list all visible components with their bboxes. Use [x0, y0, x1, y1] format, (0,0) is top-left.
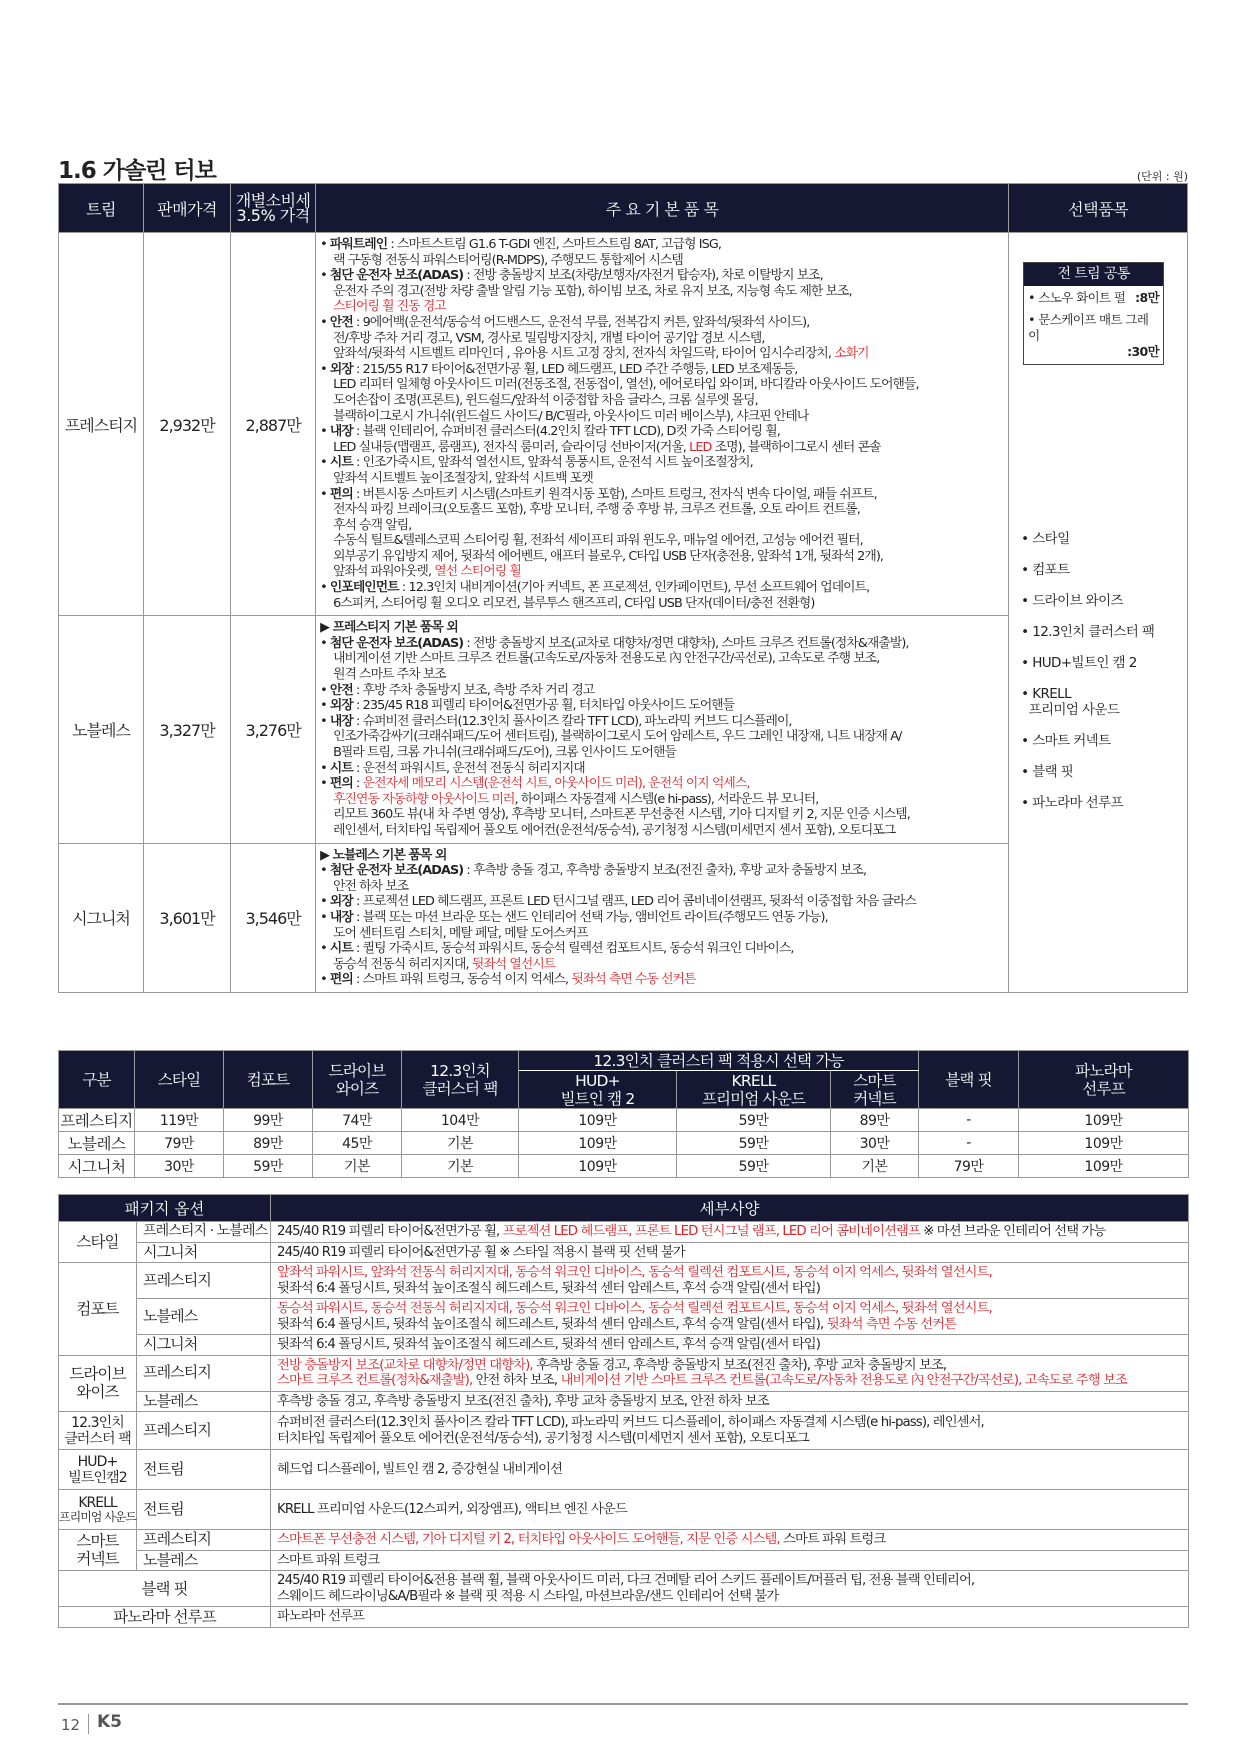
spec-line: 앞좌석 파워아웃렛, 열선 스티어링 휠 [333, 564, 521, 580]
price-header-black-fit: 블랙 핏 [919, 1051, 1019, 1109]
trim-table [58, 183, 1188, 993]
package-detail: 뒷좌석 6:4 폴딩시트, 뒷좌석 높이조절식 헤드레스트, 뒷좌석 센터 암레스트, 후석 승객 알림(센서 타입) [271, 1335, 1189, 1356]
table-cell: 59만 [677, 1155, 831, 1178]
unit-note: (단위 : 원) [1136, 170, 1188, 183]
package-krell: KRELL 프리미엄 사운드 [59, 1490, 137, 1530]
options-cell [1009, 233, 1188, 993]
table-cell: 59만 [224, 1155, 313, 1178]
brand-label: K5 [97, 1712, 123, 1732]
spec-line: B필라 트림, 크롬 가니쉬(크래쉬패드/도어), 크롬 인사이드 도어핸들 [333, 745, 676, 760]
option-item: • 파노라마 선루프 [1021, 795, 1123, 811]
spec-line: 원격 스마트 주차 보조 [333, 667, 446, 683]
spec-line: • 내장 : 블랙 또는 마션 브라운 또는 샌드 인테리어 선택 가능, 앰비언트 라이트(주행모드 연동 가능), [320, 909, 828, 925]
option-item: • HUD+빌트인 캠 2 [1021, 655, 1137, 671]
spec-line: 도어 센터트림 스티치, 메탈 페달, 메탈 도어스커프 [333, 925, 588, 941]
spec-line: 외부공기 유입방지 제어, 뒷좌석 에어벤트, 애프터 블로우, C타입 USB 단자(충전용, 앞좌석 1개, 뒷좌석 2개), [333, 548, 884, 564]
spec-line: • 첨단 운전자 보조(ADAS) : 전방 충돌방지 보조(차량/보행자/자전거 탑승자), 차로 이탈방지 보조, [320, 268, 823, 284]
table-cell: 99만 [224, 1109, 313, 1132]
spec-line: • 외장 : 215/55 R17 타이어&전면가공 휠, LED 헤드램프, LED 주간 주행등, LED 보조제동등, [320, 361, 798, 377]
package-detail: 후측방 충돌 경고, 후측방 충돌방지 보조(전진 출차), 후방 교차 충돌방지 보조, 안전 하차 보조 [271, 1391, 1189, 1412]
package-sub: 노블레스 [137, 1550, 271, 1571]
price-table-body [59, 1109, 1189, 1178]
common-options-title: 전 트림 공통 [1024, 263, 1163, 286]
package-detail: 245/40 R19 피렐리 타이어&전면가공 휠, 프로젝션 LED 헤드램프, 프론트 LED 턴시그널 램프, LED 리어 콤비네이션램프 ※ 마션 브라운 인테리어 선택 가능 [271, 1222, 1189, 1243]
page-title: 1.6 가솔린 터보 [58, 158, 216, 184]
trim-name: 시그니처 [59, 843, 144, 992]
package-drive-wise: 드라이브 와이즈 [59, 1355, 137, 1412]
package-table [58, 1194, 1189, 1628]
price-header-panorama: 파노라마 선루프 [1019, 1051, 1189, 1109]
table-row [59, 1155, 1189, 1178]
spec-line: • 안전 : 9에어백(운전석/동승석 어드밴스드, 운전석 무릎, 전복감지 커튼, 앞좌석/뒷좌석 사이드), [320, 314, 810, 330]
option-item: • 블랙 핏 [1021, 764, 1074, 780]
package-detail: 파노라마 선루프 [271, 1607, 1189, 1628]
header-trim: 트림 [59, 184, 144, 233]
price-header-group: 구분 [59, 1051, 135, 1109]
spec-line: 운전자 주의 경고(전방 차량 출발 알림 기능 포함), 하이빔 보조, 차로 유지 보조, 지능형 속도 제한 보조, [333, 283, 852, 299]
spec-line: • 안전 : 후방 주차 충돌방지 보조, 측방 주차 거리 경고 [320, 682, 595, 698]
option-price-table [58, 1050, 1189, 1178]
spec-line: 스티어링 휠 진동 경고 [333, 299, 446, 315]
package-hud: HUD+ 빌트인캠2 [59, 1450, 137, 1490]
table-cell: 79만 [919, 1155, 1019, 1178]
price-header-hud: HUD+ 빌트인 캠 2 [519, 1071, 677, 1109]
price-header-smart-connect: 스마트 커넥트 [831, 1071, 919, 1109]
package-sub: 프레스티지 [137, 1412, 271, 1450]
spec-line: ▶ 노블레스 기본 품목 외 [320, 847, 447, 863]
spec-line: • 시트 : 퀼팅 가죽시트, 동승석 파워시트, 동승석 릴렉션 컴포트시트, 동승석 워크인 디바이스, [320, 941, 794, 957]
package-panorama: 파노라마 선루프 [59, 1607, 271, 1628]
package-smart-connect: 스마트 커넥트 [59, 1530, 137, 1571]
package-detail: 스마트 파워 트렁크 [271, 1550, 1189, 1571]
table-cell: - [919, 1109, 1019, 1132]
table-cell: 기본 [831, 1155, 919, 1178]
row-header: 노블레스 [59, 1132, 135, 1155]
footer-separator [88, 1714, 89, 1734]
package-comfort: 컴포트 [59, 1263, 137, 1356]
package-detail: 전방 충돌방지 보조(교차로 대향차/정면 대향차), 후측방 충돌 경고, 후측방 충돌방지 보조(전진 출차), 후방 교차 충돌방지 보조, 스마트 크루즈 컨트롤(정차&재출발), 안전 하차 보조, 내비게이션 기반 스마트 크루즈 컨트롤(고속도로/자동차 전용도로 內 안전구간/곡선로), 고속도로 주행 보조 [271, 1355, 1189, 1391]
package-sub: 프레스티지 [137, 1263, 271, 1299]
package-style: 스타일 [59, 1222, 137, 1263]
spec-line: • 인포테인먼트 : 12.3인치 내비게이션(기아 커넥트, 폰 프로젝션, 인카페이먼트), 무선 소프트웨어 업데이트, [320, 580, 870, 596]
page-number: 12 [61, 1716, 81, 1734]
spec-line: • 첨단 운전자 보조(ADAS) : 전방 충돌방지 보조(교차로 대향차/정면 대향차), 스마트 크루즈 컨트롤(정차&재출발), [320, 635, 909, 651]
price-header-drive-wise: 드라이브 와이즈 [313, 1051, 402, 1109]
table-cell: 109만 [1019, 1155, 1189, 1178]
spec-line: 블랙하이그로시 가니쉬(윈드쉴드 사이드/ B/C필라, 아웃사이드 미러 베이스부), 샤크핀 안테나 [333, 408, 809, 424]
table-cell: 79만 [135, 1132, 224, 1155]
header-price: 판매가격 [143, 184, 230, 233]
option-item: • KRELL 프리미엄 사운드 [1021, 686, 1120, 718]
table-cell: 기본 [402, 1155, 519, 1178]
price-header-krell: KRELL 프리미엄 사운드 [677, 1071, 831, 1109]
table-cell: 119만 [135, 1109, 224, 1132]
table-cell: 59만 [677, 1109, 831, 1132]
spec-line: 6스피커, 스티어링 휠 오디오 리모컨, 블루투스 핸즈프리, C타입 USB 단자(데이터/충전 전환형) [333, 595, 815, 611]
spec-line: 전자식 파킹 브레이크(오토홀드 포함), 후방 모니터, 주행 중 후방 뷰, 크루즈 컨트롤, 오토 라이트 컨트롤, [333, 502, 860, 518]
package-detail: 헤드업 디스플레이, 빌트인 캠 2, 증강현실 내비게이션 [271, 1450, 1189, 1490]
common-option-item: • 스노우 화이트 펄 :8만 [1028, 290, 1160, 305]
trim-name: 노블레스 [59, 616, 144, 843]
spec-line: LED 실내등(맵램프, 룸램프), 전자식 룸미러, 슬라이딩 선바이저(거울, LED 조명), 블랙하이그로시 센터 콘솔 [333, 439, 881, 455]
package-sub: 노블레스 [137, 1299, 271, 1335]
spec-line: 동승석 전동식 허리지지대, 뒷좌석 열선시트 [333, 956, 556, 972]
spec-line: • 외장 : 프로젝션 LED 헤드램프, 프론트 LED 턴시그널 램프, LED 리어 콤비네이션램프, 뒷좌석 이중접합 차음 글라스 [320, 894, 916, 910]
package-detail: KRELL 프리미엄 사운드(12스피커, 외장앰프), 액티브 엔진 사운드 [271, 1490, 1189, 1530]
option-list [1021, 531, 1171, 826]
table-cell: - [919, 1132, 1019, 1155]
table-row [59, 1132, 1189, 1155]
package-sub: 전트림 [137, 1450, 271, 1490]
trim-price: 3,327만 [143, 616, 230, 843]
spec-line: 내비게이션 기반 스마트 크루즈 컨트롤(고속도로/자동차 전용도로 內 안전구간/곡선로), 고속도로 주행 보조, [333, 651, 880, 667]
spec-line: LED 리피터 일체형 아웃사이드 미러(전동조절, 전동접이, 열선), 에어로타입 와이퍼, 바디칼라 아웃사이드 도어핸들, [333, 377, 919, 393]
spec-line: 도어손잡이 조명(프론트), 윈드쉴드/앞좌석 이중접합 차음 글라스, 크롬 실루엣 몰딩, [333, 392, 758, 408]
table-cell: 59만 [677, 1132, 831, 1155]
package-sub: 프레스티지 [137, 1355, 271, 1391]
price-header-cluster-span: 12.3인치 클러스터 팩 적용시 선택 가능 [519, 1051, 919, 1071]
package-sub: 시그니처 [137, 1335, 271, 1356]
price-header-comfort: 컴포트 [224, 1051, 313, 1109]
spec-line: • 시트 : 운전석 파워시트, 운전석 전동식 허리지지대 [320, 760, 585, 776]
package-sub: 프레스티지 · 노블레스 [137, 1222, 271, 1243]
row-header: 프레스티지 [59, 1109, 135, 1132]
table-cell: 89만 [224, 1132, 313, 1155]
table-cell: 109만 [519, 1132, 677, 1155]
package-detail: 245/40 R19 피렐리 타이어&전면가공 휠 ※ 스타일 적용시 블랙 핏 선택 불가 [271, 1242, 1189, 1263]
package-detail: 앞좌석 파워시트, 앞좌석 전동식 허리지지대, 동승석 워크인 디바이스, 동승석 릴렉션 컴포트시트, 동승석 이지 억세스, 뒷좌석 열선시트, 뒷좌석 6:4 폴딩시트, 뒷좌석 높이조절식 헤드레스트, 뒷좌석 센터 암레스트, 후석 승객 알림(센서 타입) [271, 1263, 1189, 1299]
table-cell: 109만 [519, 1109, 677, 1132]
spec-line: • 편의 : 버튼시동 스마트키 시스템(스마트키 원격시동 포함), 스마트 트렁크, 전자식 변속 다이얼, 패들 쉬프트, [320, 486, 877, 502]
package-detail: 슈퍼비전 클러스터(12.3인치 풀사이즈 칼라 TFT LCD), 파노라믹 커브드 디스플레이, 하이패스 자동결제 시스템(e hi-pass), 레인센서, 터치타입 독립제어 풀오토 에어컨(운전석/동승석), 공기청정 시스템(미세먼지 센서 포함), 오토디포그 [271, 1412, 1189, 1450]
trim-tax-price: 3,276만 [231, 616, 316, 843]
table-cell: 기본 [313, 1155, 402, 1178]
table-cell: 기본 [402, 1132, 519, 1155]
spec-line: 앞좌석 시트벨트 높이조절장치, 앞좌석 시트백 포켓 [333, 470, 593, 486]
table-row [59, 1109, 1189, 1132]
common-option-item: • 문스케이프 매트 그레이 [1028, 312, 1149, 343]
option-item: • 스마트 커넥트 [1021, 733, 1111, 749]
trim-tax-price: 3,546만 [231, 843, 316, 992]
trim-spec-list [316, 616, 1009, 843]
spec-line: 랙 구동형 전동식 파워스티어링(R-MDPS), 주행모드 통합제어 시스템 [333, 252, 683, 268]
package-header: 패키지 옵션 [59, 1195, 271, 1222]
option-item: • 컴포트 [1021, 562, 1070, 578]
detail-header: 세부사양 [271, 1195, 1189, 1222]
price-header-style: 스타일 [135, 1051, 224, 1109]
spec-line: 레인센서, 터치타입 독립제어 풀오토 에어컨(운전석/동승석), 공기청정 시스템(미세먼지 센서 포함), 오토디포그 [333, 822, 896, 838]
spec-line: ▶ 프레스티지 기본 품목 외 [320, 620, 458, 636]
package-black-fit: 블랙 핏 [59, 1571, 271, 1607]
footer-divider [58, 1703, 1188, 1705]
spec-line: 인조가죽감싸기(크래쉬패드/도어 센터트림), 블랙하이그로시 도어 암레스트, 우드 그레인 내장재, 니트 내장재 A/ [333, 729, 902, 745]
trim-spec-list [316, 233, 1009, 616]
spec-line: 수동식 틸트&텔레스코픽 스티어링 휠, 전좌석 세이프티 파워 윈도우, 매뉴얼 에어컨, 고성능 에어컨 필터, [333, 533, 863, 549]
package-detail: 245/40 R19 피렐리 타이어&전용 블랙 휠, 블랙 아웃사이드 미러, 다크 건메탈 리어 스키드 플레이트/머플러 팁, 전용 블랙 인테리어, 스웨이드 헤드라이닝&A/B필라 ※ 블랙 핏 적용 시 스타일, 마션브라운/샌드 인테리어 선택 불가 [271, 1571, 1189, 1607]
package-sub: 노블레스 [137, 1391, 271, 1412]
spec-line: • 외장 : 235/45 R18 피렐리 타이어&전면가공 휠, 터치타입 아웃사이드 도어핸들 [320, 698, 735, 714]
option-item: • 12.3인치 클러스터 팩 [1021, 624, 1155, 640]
price-header-cluster-pack: 12.3인치 클러스터 팩 [402, 1051, 519, 1109]
spec-line: • 편의 : 스마트 파워 트렁크, 동승석 이지 억세스, 뒷좌석 측면 수동 선커튼 [320, 972, 696, 988]
spec-line: 리모트 360도 뷰(내 차 주변 영상), 후측방 모니터, 스마트폰 무선충전 시스템, 기아 디지털 키 2, 지문 인증 시스템, [333, 807, 910, 823]
row-header: 시그니처 [59, 1155, 135, 1178]
header-options: 선택품목 [1009, 184, 1188, 233]
spec-line: • 편의 : 운전자세 메모리 시스템(운전석 시트, 아웃사이드 미러), 운전석 이지 억세스, [320, 776, 750, 792]
header-tax-price: 개별소비세 3.5% 가격 [231, 184, 316, 233]
spec-line: • 내장 : 블랙 인테리어, 슈퍼비전 클러스터(4.2인치 칼라 TFT LCD), D컷 가죽 스티어링 휠, [320, 424, 780, 440]
spec-line: • 시트 : 인조가죽시트, 앞좌석 열선시트, 앞좌석 통풍시트, 운전석 시트 높이조절장치, [320, 455, 753, 471]
table-cell: 109만 [519, 1155, 677, 1178]
table-cell: 89만 [831, 1109, 919, 1132]
package-sub: 전트림 [137, 1490, 271, 1530]
spec-line: 후석 승객 알림, [333, 517, 412, 533]
trim-price: 3,601만 [143, 843, 230, 992]
option-item: • 드라이브 와이즈 [1021, 593, 1123, 609]
package-sub: 프레스티지 [137, 1530, 271, 1551]
trim-tax-price: 2,887만 [231, 233, 316, 616]
header-basic-items: 주 요 기 본 품 목 [316, 184, 1009, 233]
common-options-box [1023, 262, 1164, 365]
spec-line: • 내장 : 슈퍼비전 클러스터(12.3인치 풀사이즈 칼라 TFT LCD), 파노라믹 커브드 디스플레이, [320, 713, 792, 729]
spec-line: 전/후방 주차 거리 경고, VSM, 경사로 밀림방지장치, 개별 타이어 공기압 경보 시스템, [333, 330, 765, 346]
spec-line: 안전 하차 보조 [333, 878, 409, 894]
trim-price: 2,932만 [143, 233, 230, 616]
table-cell: 109만 [1019, 1109, 1189, 1132]
spec-line: 앞좌석/뒷좌석 시트벨트 리마인더 , 유아용 시트 고정 장치, 전자식 차일드락, 타이어 임시수리장치, 소화기 [333, 346, 869, 362]
trim-spec-list [316, 843, 1009, 992]
package-detail: 동승석 파워시트, 동승석 전동식 허리지지대, 동승석 워크인 디바이스, 동승석 릴렉션 컴포트시트, 동승석 이지 억세스, 뒷좌석 열선시트, 뒷좌석 6:4 폴딩시트, 뒷좌석 높이조절식 헤드레스트, 뒷좌석 센터 암레스트, 후석 승객 알림(센서 타입), 뒷좌석 측면 수동 선커튼 [271, 1299, 1189, 1335]
common-option-price: :30만 [1127, 344, 1160, 359]
table-cell: 30만 [135, 1155, 224, 1178]
package-cluster-pack: 12.3인치 클러스터 팩 [59, 1412, 137, 1450]
spec-line: 후진연동 자동하향 아웃사이드 미러, 하이패스 자동결제 시스템(e hi-pass), 서라운드 뷰 모니터, [333, 791, 819, 807]
trim-name: 프레스티지 [59, 233, 144, 616]
package-sub: 시그니처 [137, 1242, 271, 1263]
spec-line: • 첨단 운전자 보조(ADAS) : 후측방 충돌 경고, 후측방 충돌방지 보조(전진 출차), 후방 교차 충돌방지 보조, [320, 863, 867, 879]
table-cell: 109만 [1019, 1132, 1189, 1155]
spec-line: • 파워트레인 : 스마트스트림 G1.6 T-GDI 엔진, 스마트스트림 8AT, 고급형 ISG, [320, 237, 722, 252]
table-cell: 30만 [831, 1132, 919, 1155]
table-cell: 74만 [313, 1109, 402, 1132]
package-detail: 스마트폰 무선충전 시스템, 기아 디지털 키 2, 터치타입 아웃사이드 도어핸들, 지문 인증 시스템, 스마트 파워 트렁크 [271, 1530, 1189, 1551]
table-cell: 104만 [402, 1109, 519, 1132]
table-cell: 45만 [313, 1132, 402, 1155]
option-item: • 스타일 [1021, 531, 1070, 547]
